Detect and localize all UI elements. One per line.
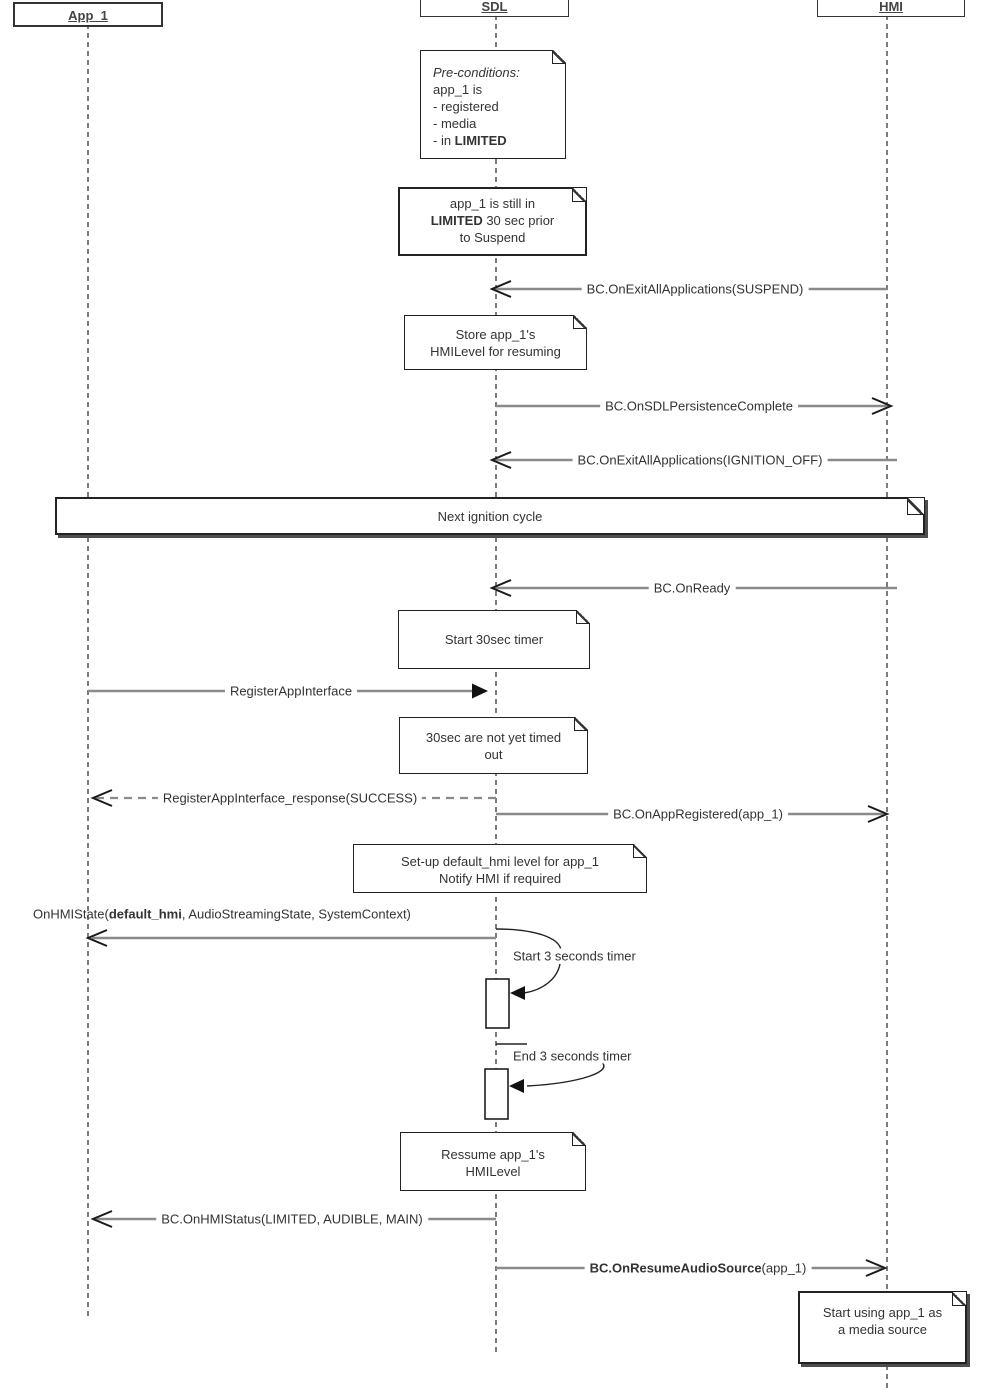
note-start-30sec-timer — [398, 610, 590, 669]
note-setup-default-hmi-line2: Notify HMI if required — [438, 871, 562, 886]
note-still-limited-line3: to Suspend — [459, 230, 526, 245]
activation-bar-1 — [486, 979, 509, 1028]
note-setup-default-hmi — [353, 844, 647, 893]
note-timer-not-out-line1: 30sec are not yet timed — [425, 730, 562, 745]
note-still-limited — [398, 187, 587, 256]
lifeline-label-sdl: SDL — [481, 0, 508, 14]
note-start-30sec-timer-text: Start 30sec timer — [444, 632, 544, 647]
message-label-on-ready: BC.OnReady — [649, 581, 736, 596]
note-next-ignition-cycle — [55, 497, 925, 535]
note-preconditions-line2: - registered — [433, 99, 499, 114]
note-preconditions-line4 — [433, 132, 565, 149]
message-label-register-app-interface: RegisterAppInterface — [225, 684, 357, 699]
lifeline-head-sdl — [420, 0, 569, 17]
note-still-limited-line2-rest: 30 sec prior — [482, 213, 555, 228]
on-hmi-state-prefix: OnHMIState( — [33, 906, 109, 922]
note-resume-hmilevel — [400, 1132, 586, 1191]
note-resume-hmilevel-line2: HMILevel — [465, 1164, 521, 1179]
message-label-register-response: RegisterAppInterface_response(SUCCESS) — [158, 791, 422, 806]
lifeline-head-hmi — [817, 0, 965, 17]
arrowhead-start-timer — [510, 986, 525, 1000]
note-store-level — [404, 315, 587, 370]
on-hmi-state-suffix: , AudioStreamingState, SystemContext) — [181, 906, 411, 922]
on-hmi-state-bold: default_hmi — [108, 906, 182, 922]
selfcall-start-timer-curve-top — [496, 929, 561, 950]
note-timer-not-out — [399, 717, 588, 774]
message-label-on-resume-audio — [585, 1261, 812, 1276]
note-still-limited-line1: app_1 is still in — [449, 196, 536, 211]
arrowhead-register-app-interface — [472, 684, 488, 699]
note-store-level-line1: Store app_1's — [455, 327, 536, 342]
note-fold-icon — [573, 315, 587, 329]
note-fold-icon — [633, 844, 647, 858]
note-fold-icon — [572, 188, 586, 202]
note-fold-icon — [952, 1292, 966, 1306]
note-preconditions-line1: app_1 is — [433, 82, 483, 97]
note-preconditions-line3: - media — [433, 116, 477, 131]
message-label-on-hmi-state — [30, 907, 414, 922]
note-preconditions — [420, 50, 566, 159]
note-media-source — [798, 1291, 967, 1364]
message-label-end-3s-timer: End 3 seconds timer — [510, 1049, 635, 1064]
message-label-exit-ignition-off: BC.OnExitAllApplications(IGNITION_OFF) — [573, 453, 828, 468]
note-resume-hmilevel-line1: Ressume app_1's — [441, 1147, 545, 1162]
on-resume-audio-bold: BC.OnResumeAudioSource — [589, 1260, 762, 1276]
lifeline-head-app1 — [13, 2, 163, 27]
activation-bar-2 — [485, 1069, 508, 1119]
note-fold-icon — [572, 1132, 586, 1146]
message-label-start-3s-timer: Start 3 seconds timer — [510, 949, 639, 964]
lifeline-label-app1: App_1 — [68, 8, 108, 23]
selfcall-end-timer-curve — [527, 1061, 604, 1086]
note-timer-not-out-line2: out — [484, 747, 503, 762]
note-still-limited-line2 — [400, 212, 585, 229]
note-preconditions-line4-bold: LIMITED — [454, 133, 507, 148]
note-media-source-line1: Start using app_1 as — [822, 1305, 943, 1320]
message-label-persistence-complete: BC.OnSDLPersistenceComplete — [600, 399, 798, 414]
note-fold-icon — [552, 50, 566, 64]
message-label-exit-suspend: BC.OnExitAllApplications(SUSPEND) — [582, 282, 809, 297]
note-still-limited-line2-bold: LIMITED — [430, 213, 483, 228]
note-setup-default-hmi-line1: Set-up default_hmi level for app_1 — [400, 854, 599, 869]
arrowhead-end-timer — [509, 1079, 524, 1093]
selfcall-start-timer-curve-bottom — [524, 964, 560, 993]
note-next-ignition-cycle-text: Next ignition cycle — [437, 508, 543, 524]
lifeline-label-hmi: HMI — [879, 0, 903, 14]
message-label-on-hmi-status: BC.OnHMIStatus(LIMITED, AUDIBLE, MAIN) — [156, 1212, 428, 1227]
note-preconditions-title: Pre-conditions: — [433, 65, 520, 80]
note-fold-icon — [574, 717, 588, 731]
message-label-on-app-registered: BC.OnAppRegistered(app_1) — [608, 807, 788, 822]
note-media-source-line2: a media source — [838, 1322, 927, 1337]
note-fold-icon — [576, 610, 590, 624]
note-fold-icon — [907, 498, 924, 515]
note-preconditions-line4-prefix: - in — [433, 133, 455, 148]
note-store-level-line2: HMILevel for resuming — [430, 344, 561, 359]
on-resume-audio-suffix: (app_1) — [761, 1260, 807, 1276]
